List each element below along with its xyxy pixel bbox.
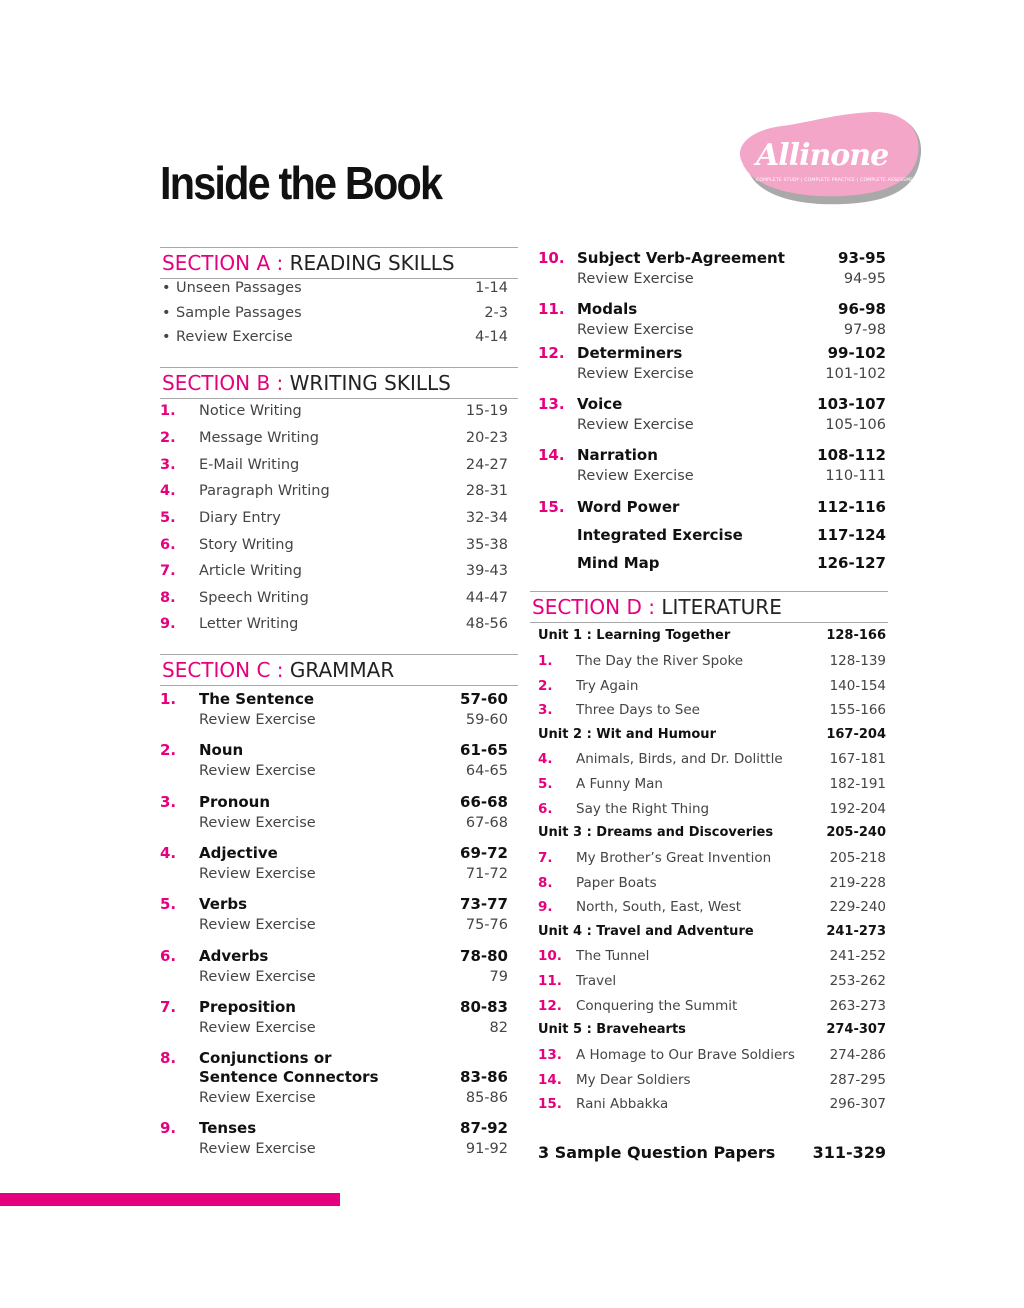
section-b-heading: SECTION B : WRITING SKILLS — [160, 367, 518, 399]
page-title: Inside the Book — [160, 157, 442, 209]
allinone-logo — [734, 112, 926, 208]
section-a-heading: SECTION A : READING SKILLS — [160, 247, 518, 279]
bullet-icon: • — [162, 280, 171, 296]
logo-text: Allinone — [756, 138, 889, 173]
bullet-icon: • — [162, 305, 171, 321]
logo-tagline: COMPLETE STUDY | COMPLETE PRACTICE | COMPLETE ASSESSMENT — [756, 178, 920, 183]
section-c-heading: SECTION C : GRAMMAR — [160, 654, 518, 686]
decorative-bar — [0, 1193, 340, 1206]
bullet-icon: • — [162, 329, 171, 345]
section-d-heading: SECTION D : LITERATURE — [530, 591, 888, 623]
